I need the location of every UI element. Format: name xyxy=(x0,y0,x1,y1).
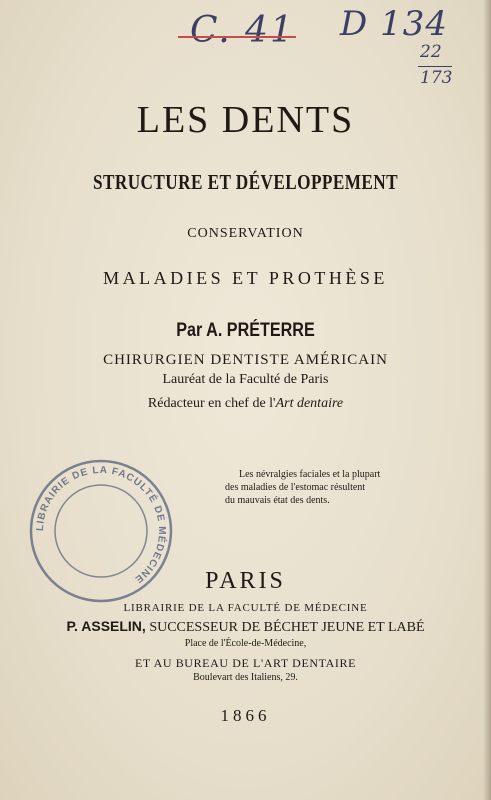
epigraph xyxy=(225,468,455,507)
subtitle-structure: STRUCTURE ET DÉVELOPPEMENT xyxy=(92,170,399,194)
imprint-bureau: ET AU BUREAU DE L'ART DENTAIRE xyxy=(134,656,357,670)
imprint-city: PARIS xyxy=(205,568,286,594)
epigraph-line: Les névralgies faciales et la plupart xyxy=(239,469,381,480)
subtitle-maladies: MALADIES ET PROTHÈSE xyxy=(103,268,388,288)
shelfmark-rule xyxy=(418,66,452,67)
author-laureate: Lauréat de la Faculté de Paris xyxy=(162,372,329,387)
shelfmark-number-bottom: 173 xyxy=(420,68,453,88)
publisher-name: P. ASSELIN, xyxy=(66,618,146,634)
red-strike-line xyxy=(178,36,296,38)
epigraph-line: du mauvais état des dents. xyxy=(225,495,330,506)
editor-prefix: Rédacteur en chef de l' xyxy=(147,396,276,411)
author-editor xyxy=(0,396,491,412)
subtitle-conservation: CONSERVATION xyxy=(187,226,304,241)
epigraph-line: des maladies de l'estomac résultent xyxy=(225,482,366,493)
stamp-inner-ring xyxy=(55,485,147,577)
publication-year: 1866 xyxy=(220,706,271,725)
book-title: LES DENTS xyxy=(136,99,355,141)
editor-journal: Art dentaire xyxy=(275,396,344,411)
imprint-publisher xyxy=(0,618,491,636)
current-shelfmark: D 134 xyxy=(340,4,448,44)
stamp-text-path: LIBRAIRIE DE LA FACULTÉ DE MÉDECINE xyxy=(34,464,168,586)
imprint-address: Place de l'École-de-Médecine, xyxy=(184,638,307,649)
imprint-bureau-address: Boulevart des Italiens, 29. xyxy=(193,672,298,683)
imprint-library: LIBRAIRIE DE LA FACULTÉ DE MÉDECINE xyxy=(123,602,368,614)
publisher-successor: SUCCESSEUR DE BÉCHET JEUNE ET LABÉ xyxy=(145,620,425,635)
struck-shelfmark: C. 41 xyxy=(190,10,295,51)
author-title: CHIRURGIEN DENTISTE AMÉRICAIN xyxy=(103,352,388,368)
shelfmark-number-top: 22 xyxy=(420,42,442,62)
author-byline: Par A. PRÉTERRE xyxy=(176,320,315,341)
